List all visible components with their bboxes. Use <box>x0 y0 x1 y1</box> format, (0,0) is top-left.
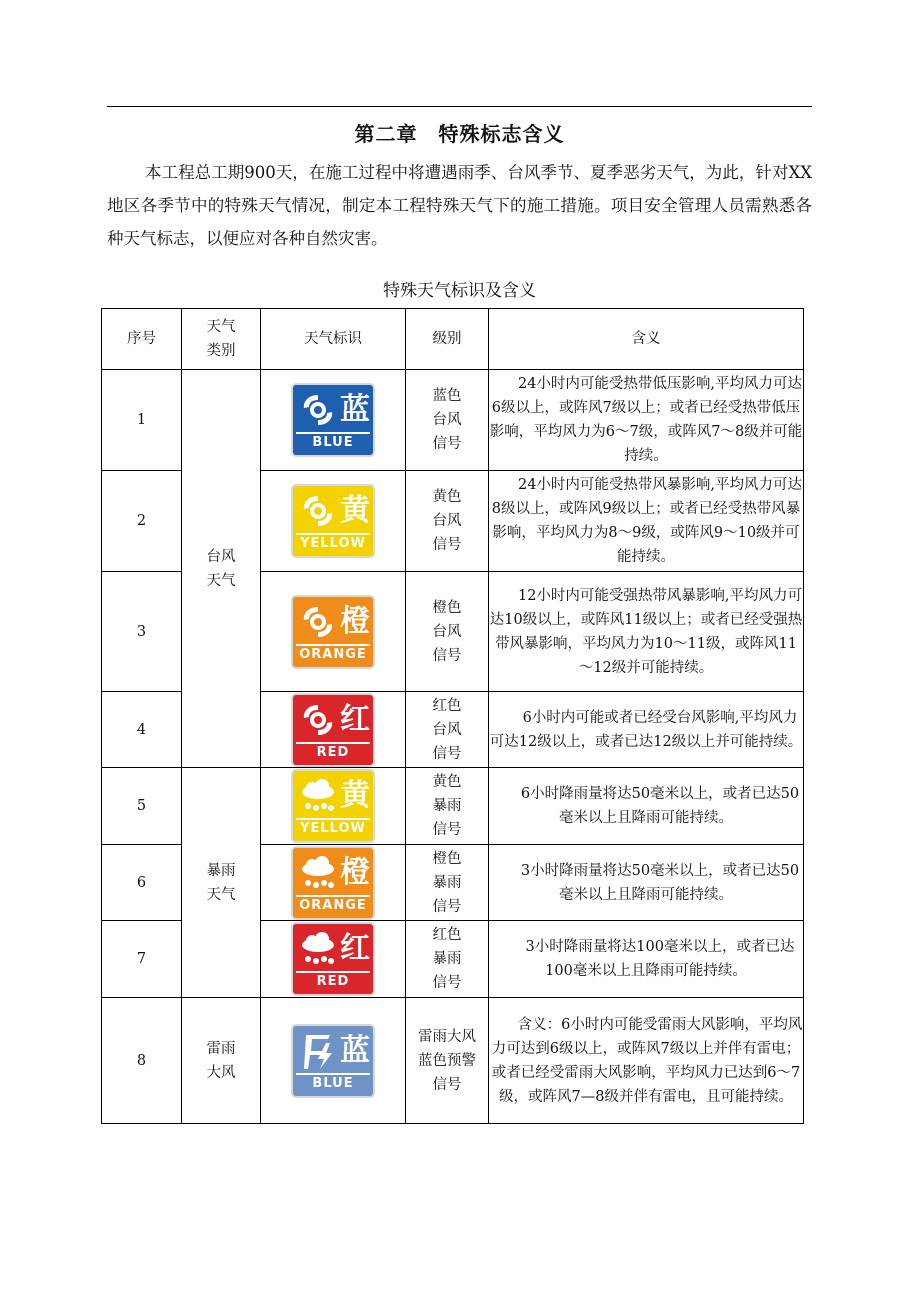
header-category: 天气类别 <box>182 309 261 370</box>
badge-char: 蓝 <box>340 1032 370 1068</box>
table-caption: 特殊天气标识及含义 <box>383 281 536 301</box>
header-no: 序号 <box>102 309 182 370</box>
signal-level: 黄色台风信号 <box>406 471 489 572</box>
row-number: 8 <box>102 998 182 1124</box>
rain-cloud-icon <box>296 851 340 895</box>
signal-badge <box>293 695 373 765</box>
signal-level: 红色台风信号 <box>406 692 489 768</box>
signal-icon-cell <box>261 370 406 471</box>
row-number: 7 <box>102 921 182 998</box>
rain-cloud-icon <box>296 774 340 818</box>
header-icon: 天气标识 <box>261 309 406 370</box>
table-body <box>102 370 804 1124</box>
signal-meaning: 12小时内可能受强热带风暴影响,平均风力可达10级以上，或阵风11级以上；或者已经受强热带风暴影响，平均风力为10～11级，或阵风11～12级并可能持续。 <box>489 572 804 692</box>
signal-meaning: 6小时内可能或者已经受台风影响,平均风力可达12级以上，或者已达12级以上并可能持续。 <box>489 692 804 768</box>
category-rainstorm: 暴雨天气 <box>182 768 261 998</box>
signal-icon-cell <box>261 572 406 692</box>
row-number: 1 <box>102 370 182 471</box>
signal-meaning: 3小时降雨量将达100毫米以上，或者已达100毫米以上且降雨可能持续。 <box>489 921 804 998</box>
badge-char: 红 <box>340 701 370 737</box>
signal-icon-cell <box>261 471 406 572</box>
category-thunder: 雷雨大风 <box>182 998 261 1124</box>
signal-meaning: 24小时内可能受热带风暴影响,平均风力可达8级以上，或阵风9级以上；或者已经受热带风暴影响，平均风力为8～9级，或阵风9～10级并可能持续。 <box>489 471 804 572</box>
badge-word: RED <box>316 974 350 989</box>
badge-word: YELLOW <box>300 536 366 551</box>
top-rule <box>107 106 812 107</box>
row-number: 2 <box>102 471 182 572</box>
signals-table <box>101 308 804 1124</box>
row-number: 5 <box>102 768 182 845</box>
badge-char: 橙 <box>340 603 370 639</box>
typhoon-icon <box>296 388 340 432</box>
intro-paragraph: 本工程总工期900天，在施工过程中将遭遇雨季、台风季节、夏季恶劣天气，为此，针对XX地区各季节中的特殊天气情况，制定本工程特殊天气下的施工措施。项目安全管理人员需熟悉各种天气标志，以便应对各种自然灾害。 <box>107 163 812 248</box>
badge-word: YELLOW <box>300 821 366 836</box>
table-row <box>102 768 804 845</box>
signal-meaning: 3小时降雨量将达50毫米以上，或者已达50毫米以上且降雨可能持续。 <box>489 845 804 921</box>
table-row <box>102 370 804 471</box>
row-number: 4 <box>102 692 182 768</box>
signal-badge <box>293 771 373 841</box>
table-row <box>102 998 804 1124</box>
category-typhoon: 台风天气 <box>182 370 261 768</box>
badge-word: BLUE <box>312 1075 354 1091</box>
typhoon-icon <box>296 600 340 644</box>
badge-char: 红 <box>340 931 370 966</box>
signal-badge <box>293 597 373 667</box>
signal-badge <box>293 486 373 556</box>
badge-char: 蓝 <box>340 392 370 427</box>
badge-word: RED <box>316 744 350 760</box>
signal-meaning: 24小时内可能受热带低压影响,平均风力可达6级以上，或阵风7级以上；或者已经受热带低压影响，平均风力为6～7级，或阵风7～8级并可能持续。 <box>489 370 804 471</box>
signal-level: 橙色台风信号 <box>406 572 489 692</box>
table-header-row <box>102 309 804 370</box>
signal-level: 雷雨大风蓝色预警信号 <box>406 998 489 1124</box>
signal-icon-cell <box>261 921 406 998</box>
row-number: 6 <box>102 845 182 921</box>
signal-icon-cell <box>261 845 406 921</box>
thunder-gale-icon <box>296 1029 340 1073</box>
header-meaning: 含义 <box>489 309 804 370</box>
row-number: 3 <box>102 572 182 692</box>
signal-level: 黄色暴雨信号 <box>406 768 489 845</box>
chapter-title: 第二章 特殊标志含义 <box>354 122 565 146</box>
signal-level: 橙色暴雨信号 <box>406 845 489 921</box>
signal-level: 红色暴雨信号 <box>406 921 489 998</box>
signal-badge <box>293 1026 373 1096</box>
signal-meaning: 含义：6小时内可能受雷雨大风影响，平均风力可达到6级以上，或阵风7级以上并伴有雷电；或者已经受雷雨大风影响，平均风力已达到6～7级，或阵风7—8级并伴有雷电，且可能持续。 <box>489 998 804 1124</box>
signal-meaning: 6小时降雨量将达50毫米以上，或者已达50毫米以上且降雨可能持续。 <box>489 768 804 845</box>
signal-icon-cell <box>261 692 406 768</box>
signal-badge <box>293 848 373 918</box>
signal-icon-cell <box>261 998 406 1124</box>
signal-badge <box>293 385 373 455</box>
badge-char: 黄 <box>340 493 370 528</box>
signal-badge <box>293 924 373 994</box>
badge-char: 橙 <box>340 854 370 890</box>
signal-icon-cell <box>261 768 406 845</box>
badge-word: ORANGE <box>299 646 367 662</box>
typhoon-icon <box>296 698 340 742</box>
typhoon-icon <box>296 489 340 533</box>
signal-level: 蓝色台风信号 <box>406 370 489 471</box>
badge-char: 黄 <box>340 778 370 813</box>
header-level: 级别 <box>406 309 489 370</box>
badge-word: BLUE <box>312 435 354 450</box>
badge-word: ORANGE <box>299 897 367 913</box>
rain-cloud-icon <box>296 927 340 971</box>
